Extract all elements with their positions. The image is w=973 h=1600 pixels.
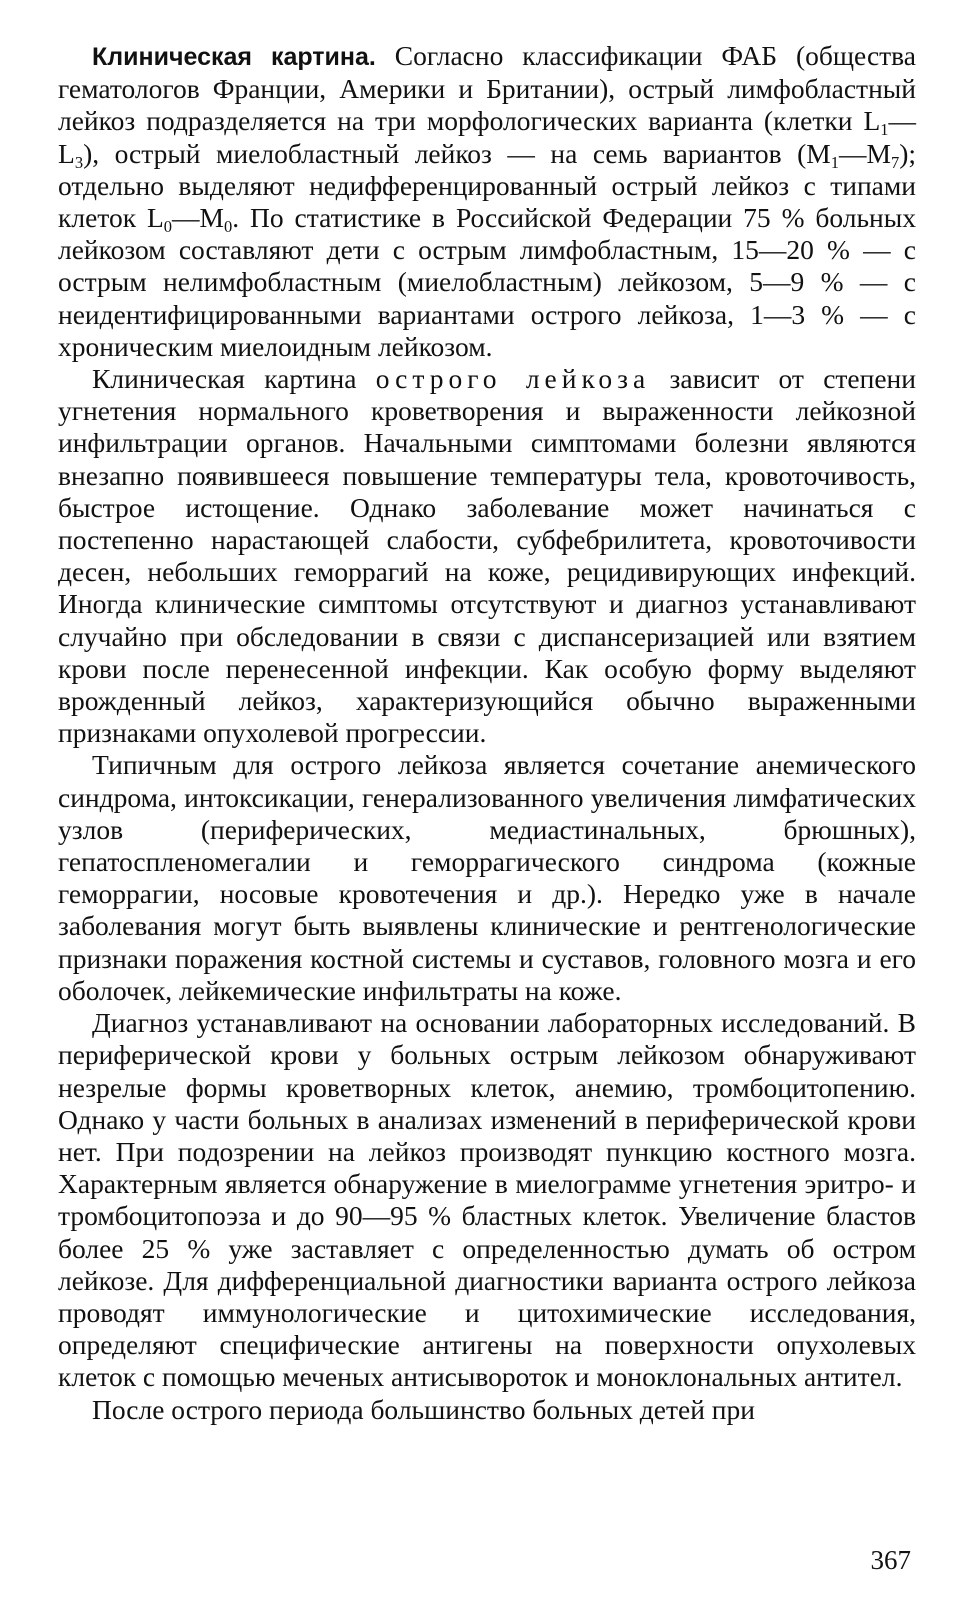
page-number: 367	[870, 1545, 911, 1575]
page-body	[58, 40, 916, 1426]
paragraph-typical-signs: Типичным для острого лейкоза является сочетание анемического синдрома, интоксикации, генерализованного увеличения лимфатических узлов (периферических, медиастинальных, брюшных), гепатоспленомегалии и геморрагического синдрома (кожные геморрагии, носовые кровотечения и др.). Нередко уже в начале заболевания могут быть выявлены клинические и рентгенологические признаки поражения костной системы и суставов, головного мозга и его оболочек, лейкемические инфильтраты на коже.	[58, 749, 916, 1006]
emphasized-term: острого лейкоза	[375, 363, 651, 395]
paragraph-diagnosis: Диагноз устанавливают на основании лабораторных исследований. В периферической крови у больных острым лейкозом обнаруживают незрелые формы кроветворных клеток, анемию, тромбоцитопению. Однако у части больных в анализах изменений в периферической крови нет. При подозрении на лейкоз производят пункцию костного мозга. Характерным является обнаружение в миелограмме угнетения эритро- и тромбоцитопоэза и до 90—95 % бластных клеток. Увеличение бластов более 25 % уже заставляет с определенностью думать об остром лейкозе. Для дифференциальной диагностики варианта острого лейкоза проводят иммунологические и цитохимические исследования, определяют специфические антигены на поверхности опухолевых клеток с помощью меченых антисывороток и моноклональных антител.	[58, 1007, 916, 1393]
section-heading: Клиническая картина.	[92, 43, 376, 71]
paragraph-clinical-picture: Клиническая картина. Согласно классификации ФАБ (общества гематологов Франции, Америки и Британии), острый лимфобластный лейкоз подразделяется на три морфологических варианта (клетки $L_1—L_3$), острый миелобластный лейкоз — на семь вариантов $(M_1—M_7)$; отдельно выделяют недифференцированный острый лейкоз с типами клеток $L_0—M_0$. По статистике в Российской Федерации 75 % больных лейкозом составляют дети с острым лимфобластным, 15—20 % — с острым нелимфобластным (миелобластным) лейкозом, 5—9 % — с неидентифицированными вариантами острого лейкоза, 1—3 % — с хроническим миелоидным лейкозом.	[58, 40, 916, 362]
paragraph-after-acute-period: После острого периода большинство больных детей при	[92, 1393, 755, 1425]
paragraph-acute-leukemia: Клиническая картина острого лейкоза зависит от степени угнетения нормального кроветворения и выраженности лейкозной инфильтрации органов. Начальными симптомами болезни являются внезапно появившееся повышение температуры тела, кровоточивость, быстрое истощение. Однако заболевание может начинаться с постепенно нарастающей слабости, субфебрилитета, кровоточивости десен, небольших геморрагий на коже, рецидивирующих инфекций. Иногда клинические симптомы отсутствуют и диагноз устанавливают случайно при обследовании в связи с диспансеризацией или взятием крови после перенесенной инфекции. Как особую форму выделяют врожденный лейкоз, характеризующийся обычно выраженными признаками опухолевой прогрессии.	[58, 363, 916, 749]
